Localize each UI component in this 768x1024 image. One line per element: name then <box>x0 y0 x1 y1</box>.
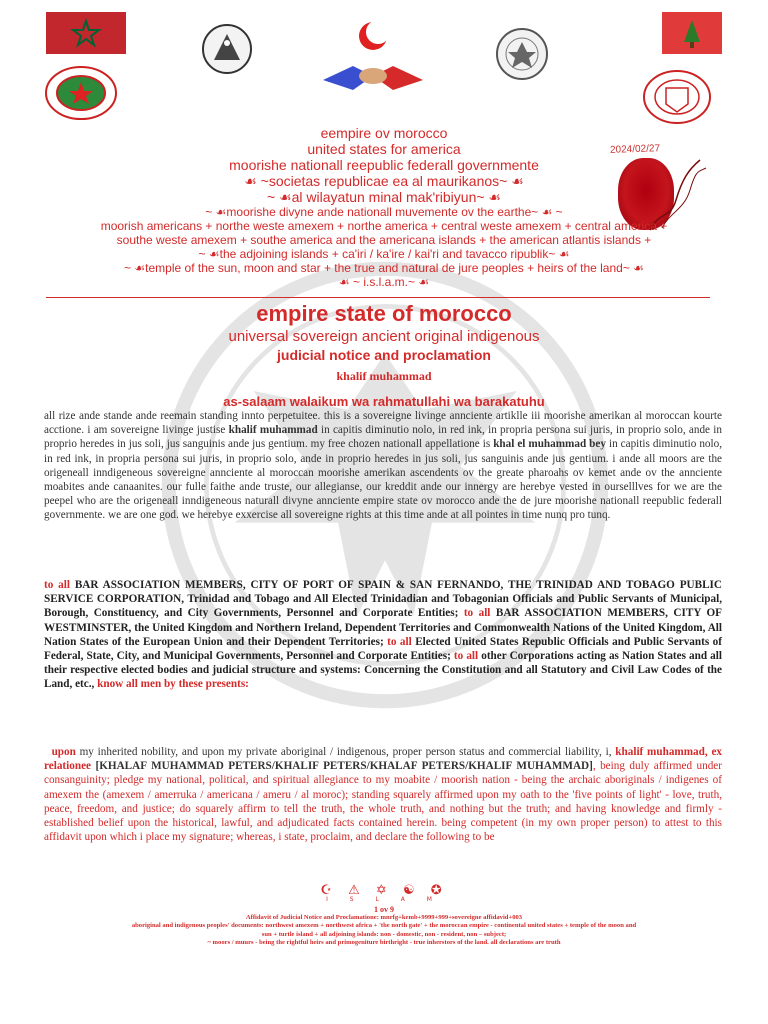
emblem-row <box>0 0 768 130</box>
header-line: eempire ov morocco <box>320 125 448 141</box>
morocco-flag <box>46 12 126 54</box>
header-line: ~ ☙al wilayatun minal mak'ribiyun~ ☙ <box>267 189 501 205</box>
red-white-flag <box>642 12 722 54</box>
header-divider <box>46 297 710 298</box>
page-footer <box>0 883 768 948</box>
islam-caption: I S L A M <box>326 896 442 903</box>
header-line: moorish americans + northe weste amexem + northe america + central weste amexem + central america + <box>100 219 668 233</box>
header-line: ~ ☙the adjoining islands + ca'iri / ka'ire / kai'ri and tavacco ripublik~ ☙ <box>198 247 570 261</box>
page-number: 1 ov 9 <box>374 905 394 914</box>
affirmation-paragraph: upon my inherited nobility, and upon my private aboriginal / indigenous, proper person status and commercial liability, i, khalif muhammad, ex relationee [KHALAF MUHAMMAD PETERS/KHALIF PETERS/KHALAF PETERS/KHALIF MUHAMMAD], being duly affirmed under consanguinity; pledge my national, political, and spiritual allegiance to my moabite / moorish nation - being the archaic aboriginals / indigenes of amexem the (amexem / amerruka / americana / ameru / al moroc); standing squarely affirmed upon my oath to the 'five points of light' - love, truth, peace, freedom, and justice; do squarely affirm to tell the truth, the whole truth, and nothing but the truth; and having knowledge and firmly - established belief upon the historical, lawful, and adjudicated facts contained herein. being competent (in my own proper person) to attest to this affidavit upon which i place my signature; whereas, i state, proclaim, and declare the following to be <box>44 746 723 844</box>
moorish-seal-right-icon <box>642 70 712 124</box>
moorish-seal-left-icon <box>44 66 118 120</box>
islam-symbols-icon: ☪ ⚠ ✡ ☯ ✪ <box>320 883 448 898</box>
greeting: as-salaam walaikum wa rahmatullahi wa barakatuhu <box>223 394 545 409</box>
header-line: moorishe nationall reepublic federall governmente <box>229 157 539 173</box>
header-line: ☙ ~ i.s.l.a.m.~ ☙ <box>338 275 430 289</box>
author-name: khalif muhammad <box>336 369 432 383</box>
letterhead <box>40 125 728 289</box>
addressee-paragraph: to all BAR ASSOCIATION MEMBERS, CITY OF PORT OF SPAIN & SAN FERNANDO, THE TRINIDAD AND TOBAGO PUBLIC SERVICE CORPORATION, Trinidad and Tobago and All Elected Trinidadian and Tobagonian Officials and Public Servants of Municipal, Borough, Constituency, and City Governments, Personnel and Corporate Entities; to all BAR ASSOCIATION MEMBERS, CITY OF WESTMINSTER, the United Kingdom and Northern Ireland, Dependent Territories and Commonwealth Nations of the United Kingdom, All Nation States of the European Union and their Dependent Territories; to all Elected United States Republic Officials and Public Servants of Federal, State, City, and Municipal Governments, Personnel and Corporate Entities; to all other Corporations acting as Nation States and all their respective elected bodies and judicial structure and systems: Concerning the Constitution and all Statutory and Civil Law Codes of the Land, etc., know all men by these presents: <box>44 579 722 691</box>
header-line: southe weste amexem + southe america and the americana islands + the american atlantis islands + <box>116 233 652 247</box>
document-type: judicial notice and proclamation <box>277 347 491 363</box>
document-subtitle: universal sovereign ancient original indigenous <box>228 328 540 345</box>
stamp-date: 2024/02/27 <box>609 143 661 156</box>
opening-paragraph: all rize ande stande ande reemain standing innto perpetuitee. this is a sovereigne livinge annciente artiklle iii moorishe amerikan al moroccan kourte acctione. i am sovereigne livinge justise khalif muhammad in capitis diminutio nolo, in red ink, in propria persona sui juris, in proprio solo, ande in proprio heredes in jus soli, jus sanguinis ande jus gentium. my free chozen nationall appellatione is khal el muhammad bey in capitis diminutio nolo, in red ink, in propria persona sui juris, in proprio solo, ande in proprio heredes in jus soli, jus sanguinis ande jus gentium. i ande all moors are the origeneall inndigeneous sovereigne annciente al moroccan moorishe amerikan ascendents ov the greate pharoahs ov kemet ande ov the annciente moabites ande canaanites. our fulle faithe ande truste, our allegianse, our kreddit ande our innergy are herebye vested in ourselllves for we are the peepel who are the origeneall inndigeneous naturall divyne annciente empire state ov morocco ande the de jure moorishe nationall reepublic federall governmente. we are one god. we herebye exxercise all sovereigne rights at this time ande at all pointes in time nunq pro tunq. <box>44 410 723 522</box>
footer-line: sun + turtle island + all adjoining islands: non - domestic, non - resident, non – subject; <box>261 930 507 938</box>
footer-line: ~ moors / muurs - being the rightful heirs and primogeniture birthright - true inherstors of the land. all declarations are truth <box>207 939 561 947</box>
footer-line: Affidavit of Judicial Notice and Proclamatione: mnrfg+kemb+9999+999+sovereigne affidavid+003 <box>245 914 523 921</box>
pyramid-seal-icon <box>202 24 252 74</box>
us-seal-icon <box>496 28 548 80</box>
header-line: ~ ☙moorishe divyne ande nationall muvemente ov the earthe~ ☙ ~ <box>205 205 563 219</box>
title-block <box>0 300 768 411</box>
handshake-crescent-icon <box>318 18 428 98</box>
document-title: empire state of morocco <box>256 301 512 326</box>
header-line: united states for america <box>307 141 461 157</box>
header-line: ~ ☙temple of the sun, moon and star + the true and natural de jure peoples + heirs of the land~ ☙ <box>124 261 644 275</box>
footer-line: aboriginal and indigenous peoples' documents: northwest amexem + northwest africa + 'the north gate' + the moroccan empire - continental united states + temple of the moon and <box>131 922 637 930</box>
header-line: ☙ ~societas republicae ea al maurikanos~ ☙ <box>244 173 524 189</box>
